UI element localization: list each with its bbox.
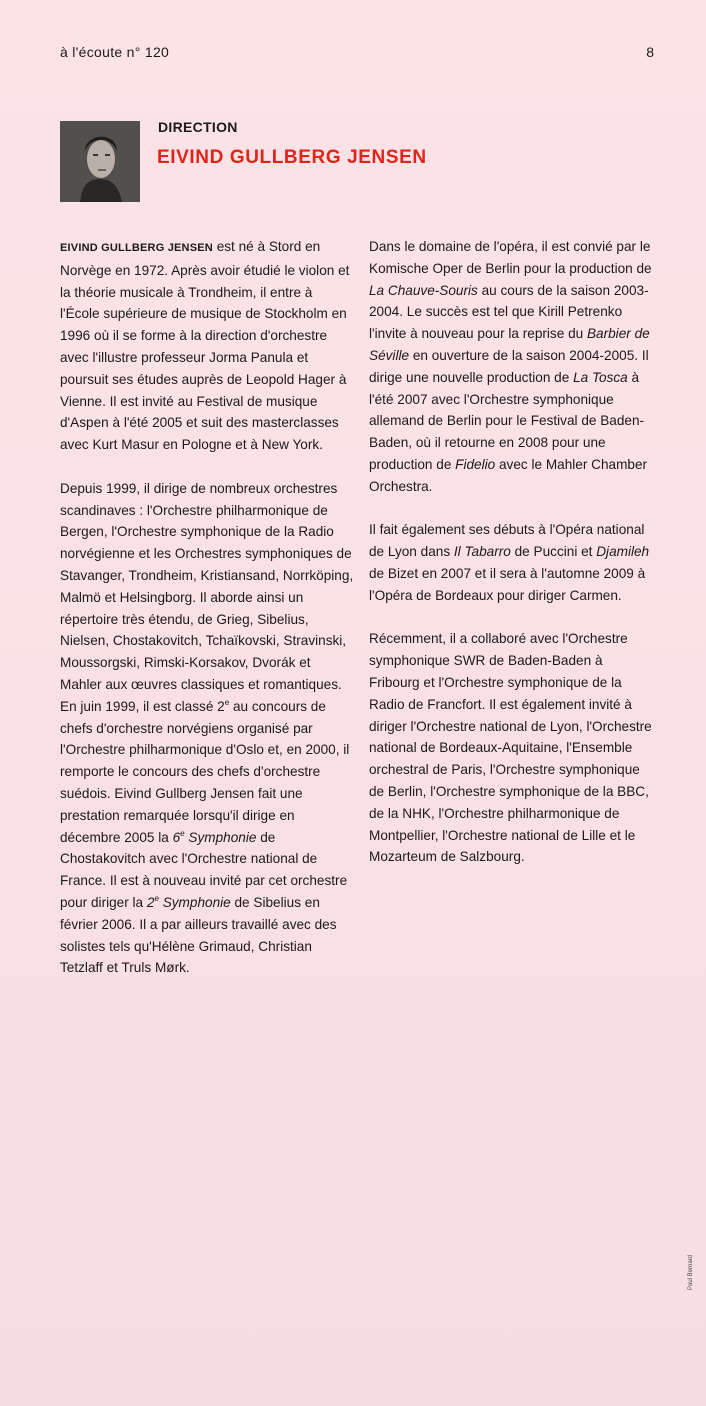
bio-text: de Chostakovitch avec l'Orchestre national de France. Il est à nouveau invité par cet orchestre pour diriger la <box>60 829 348 910</box>
superscript: e <box>180 828 185 838</box>
work-title <box>147 895 231 910</box>
work-title-text: Symphonie <box>158 894 231 910</box>
work-title: Djamileh <box>596 544 650 560</box>
photo-credit: Paul Bernard <box>688 1254 694 1290</box>
bio-text: Dans le domaine de l'opéra, il est convié par le Komische Oper de Berlin pour la production de <box>369 239 652 276</box>
work-title: La Tosca <box>573 369 628 385</box>
bio-text: de Bizet en 2007 et il sera à l'automne 2009 à l'Opéra de Bordeaux pour diriger Carmen. <box>369 565 646 603</box>
section-role: DIRECTION <box>158 119 238 135</box>
superscript: e <box>154 893 159 903</box>
bio-text: de Sibelius en février 2006. Il a par ailleurs travaillé avec des solistes tels qu'Hélène Grimaud, Christian Tetzlaff et Truls Mørk. <box>60 894 337 976</box>
work-title-text: Symphonie <box>184 829 257 845</box>
work-title: Barbier de Séville <box>369 326 650 363</box>
bio-paragraph-1 <box>60 236 354 456</box>
bio-text: de Puccini et <box>510 544 597 560</box>
page-header <box>60 44 654 64</box>
work-title-number: 2 <box>146 894 155 910</box>
bio-text: en ouverture de la saison 2004-2005. Il dirige une nouvelle production de <box>369 347 649 385</box>
bio-text: à l'été 2007 avec l'Orchestre symphonique allemand de Berlin pour le Festival de Baden-Baden, où il retourne en 2008 pour une production de <box>369 369 645 472</box>
work-title: Fidelio <box>455 456 496 472</box>
work-title <box>173 830 257 845</box>
page-number: 8 <box>646 44 654 60</box>
bio-lead-name: EIVIND GULLBERG JENSEN <box>60 242 213 254</box>
bio-text: au concours de chefs d'orchestre norvégiens organisé par l'Orchestre philharmonique d'Oslo et, en 2000, il remporte le concours des chefs d'orchestre suédois. Eivind Gullberg Jensen fait une prestation remarquée lorsqu'il dirige en décembre 2005 la <box>60 698 350 845</box>
bio-paragraph-4 <box>369 519 653 606</box>
work-title: La Chauve-Souris <box>369 282 478 298</box>
bio-text: au cours de la saison 2003-2004. Le succès est tel que Kirill Petrenko l'invite à nouveau pour la reprise du <box>369 282 649 342</box>
bio-paragraph-2 <box>60 478 354 979</box>
artist-name: EIVIND GULLBERG JENSEN <box>157 147 427 168</box>
portrait-photo <box>60 121 140 202</box>
bio-paragraph-3 <box>369 236 653 498</box>
bio-paragraph-5: Récemment, il a collaboré avec l'Orchestre symphonique SWR de Baden-Baden à Fribourg et l'Orchestre symphonique de la Radio de Francfort. Il est également invité à diriger l'Orchestre national de Lyon, l'Orchestre national de Bordeaux-Aquitaine, l'Ensemble orchestral de Paris, l'Orchestre symphonique de Berlin, l'Orchestre symphonique de la BBC, de la NHK, l'Orchestre philharmonique de Montpellier, l'Orchestre national de Lille et le Mozarteum de Salzbourg. <box>369 631 652 865</box>
bio-text: avec le Mahler Chamber Orchestra. <box>369 456 648 494</box>
bio-column-right <box>369 236 653 890</box>
bio-text: Il fait également ses débuts à l'Opéra national de Lyon dans <box>369 522 645 560</box>
portrait-icon <box>60 121 140 202</box>
bio-column-left <box>60 236 354 1001</box>
bio-text: Depuis 1999, il dirige de nombreux orchestres scandinaves : l'Orchestre philharmonique de Bergen, l'Orchestre symphonique de la Radio norvégienne et les Orchestres symphoniques de Stavanger, Trondheim, Kristiansand, Norrköping, Malmö et Helsingborg. Il aborde ainsi un répertoire très étendu, de Grieg, Sibelius, Nielsen, Chostakovitch, Tchaïkovski, Stravinski, Moussorgski, Rimski-Korsakov, Dvorák et Mahler aux œuvres classiques et romantiques. En juin 1999, il est classé 2 <box>60 480 354 714</box>
work-title: Il Tabarro <box>453 544 511 560</box>
work-title-number: 6 <box>172 829 181 845</box>
superscript: e <box>224 697 230 707</box>
publication-title: à l'écoute n° 120 <box>60 44 170 60</box>
bio-text: est né à Stord en Norvège en 1972. Après avoir étudié le violon et la théorie musicale à Trondheim, il entre à l'École supérieure de musique de Stockholm en 1996 où il se forme à la direction d'orchestre avec l'illustre professeur Jorma Panula et poursuit ses études auprès de Leopold Hager à Vienne. Il est invité au Festival de musique d'Aspen à l'été 2005 et suit des masterclasses avec Kurt Masur en Pologne et à New York. <box>60 239 350 453</box>
